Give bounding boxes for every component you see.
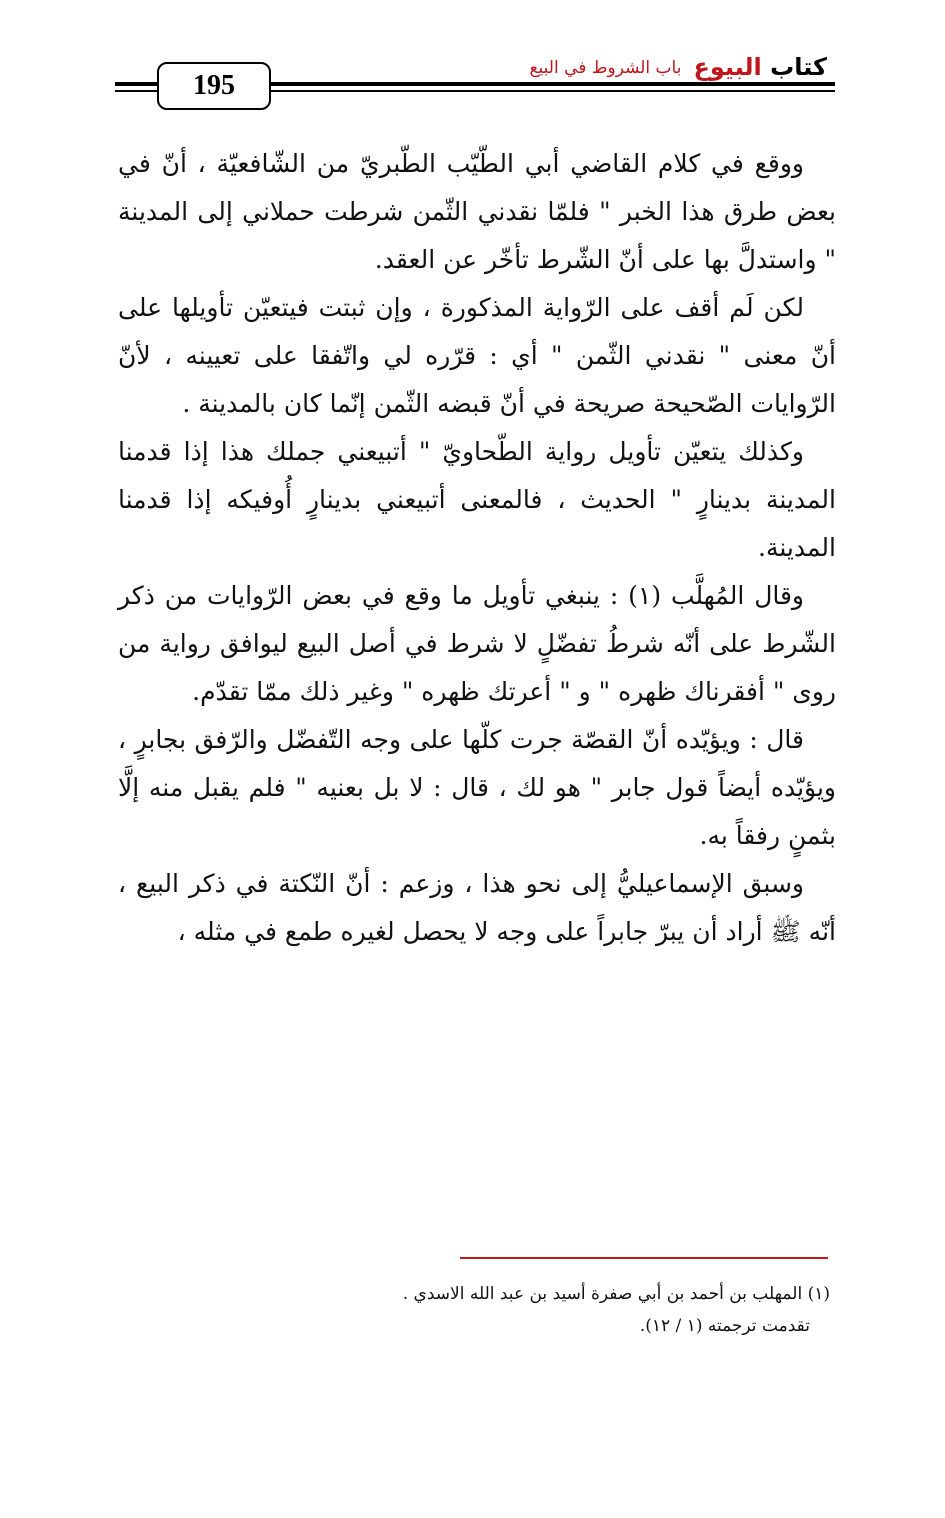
footnote-divider <box>460 1257 828 1259</box>
paragraph-2: لكن لَم أقف على الرّواية المذكورة ، وإن ثبتت فيتعيّن تأويلها على أنّ معنى " نقدني الثّمن " أي : قرّره لي واتّفقا على تعيينه ، لأنّ الرّوايات الصّحيحة صريحة في أنّ قبضه الثّمن إنّما كان بالمدينة . <box>118 293 836 418</box>
paragraph-1: ووقع في كلام القاضي أبي الطّيّب الطّبريّ من الشّافعيّة ، أنّ في بعض طرق هذا الخبر " فلمّا نقدني الثّمن شرطت حملاني إلى المدينة " واستدلَّ بها على أنّ الشّرط تأخّر عن العقد. <box>118 149 836 274</box>
main-text <box>118 140 836 956</box>
paragraph-5: قال : ويؤيّده أنّ القصّة جرت كلّها على وجه التّفضّل والرّفق بجابرٍ ، ويؤيّده أيضاً قول جابر " هو لك ، قال : لا بل بعنيه " فلم يقبل منه إلَّا بثمنٍ رفقاً به. <box>118 725 836 850</box>
paragraph-4: وقال المُهلَّب (١) : ينبغي تأويل ما وقع في بعض الرّوايات من ذكر الشّرط على أنّه شرطُ تفضّلٍ لا شرط في أصل البيع ليوافق رواية من روى " أفقرناك ظهره " و " أعرتك ظهره " وغير ذلك ممّا تقدّم. <box>118 581 836 706</box>
footnote-1-continuation: تقدمت ترجمته (١ / ١٢). <box>639 1316 810 1336</box>
paragraph-3: وكذلك يتعيّن تأويل رواية الطّحاويّ " أتبيعني جملك هذا إذا قدمنا المدينة بدينارٍ " الحديث ، فالمعنى أتبيعني بدينارٍ أُوفيكه إذا قدمنا المدينة. <box>118 437 836 562</box>
footnote-1: (١) المهلب بن أحمد بن أبي صفرة أسيد بن عبد الله الاسدي . <box>402 1284 830 1304</box>
book-title <box>693 52 827 82</box>
chapter-title: باب الشروط في البيع <box>529 58 682 78</box>
header-titles <box>529 52 827 82</box>
book-title-accent: البيوع <box>693 53 762 81</box>
page-header <box>115 52 835 112</box>
paragraph-6: وسبق الإسماعيليُّ إلى نحو هذا ، وزعم : أنّ النّكتة في ذكر البيع ، أنّه ﷺ أراد أن يبرّ جابراً على وجه لا يحصل لغيره طمع في مثله ، <box>118 869 836 946</box>
book-title-prefix: كتاب <box>761 53 827 81</box>
page-number: 195 <box>157 62 271 110</box>
footnotes <box>300 1278 830 1342</box>
